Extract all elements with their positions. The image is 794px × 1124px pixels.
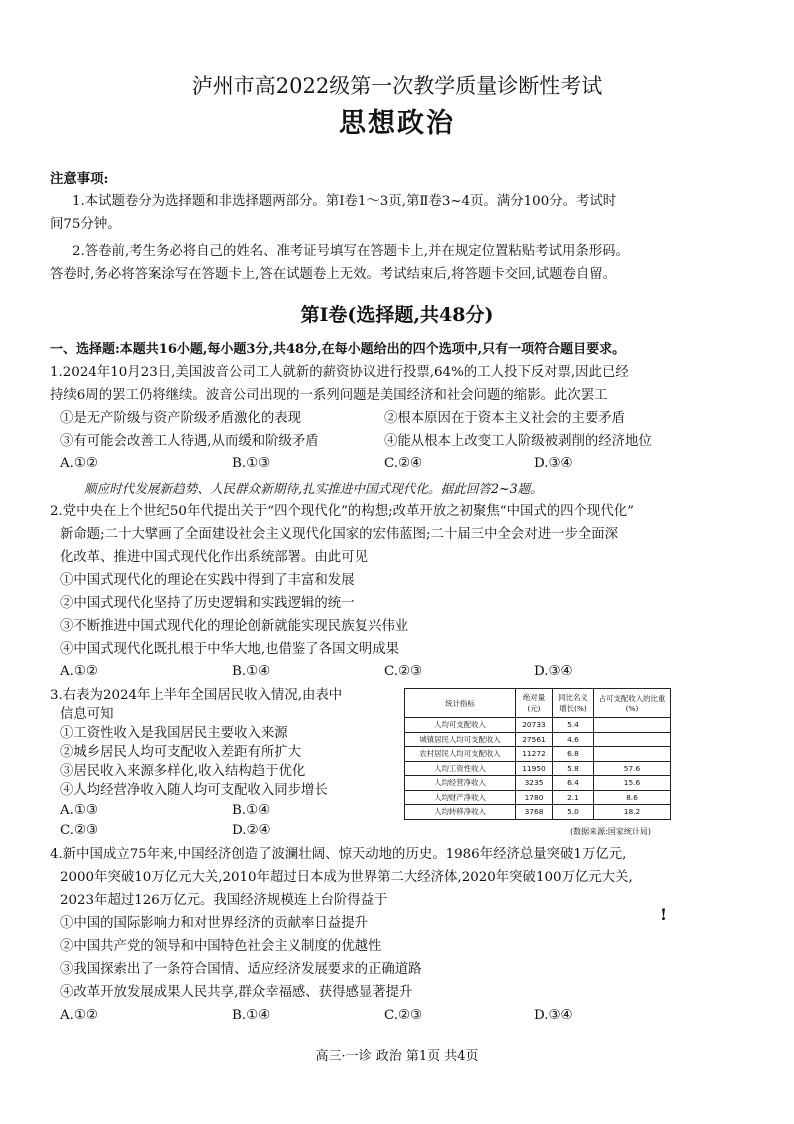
question-2-item: ④中国式现代化既扎根于中华大地,也借鉴了各国文明成果: [60, 642, 400, 657]
question-2-stem: 化改革、推进中国式现代化作出系统部署。由此可见: [60, 550, 368, 565]
question-3-item: ④人均经营净收入随人均可支配收入同步增长: [60, 783, 328, 798]
table-cell: [594, 718, 671, 733]
subject-title: 思想政治: [339, 108, 455, 139]
notice-line: 2.答卷前,考生务必将自己的姓名、准考证号填写在答题卡上,并在规定位置粘贴考试用条形码。: [72, 244, 629, 259]
question-4-item: ①中国的国际影响力和对世界经济的贡献率日益提升: [60, 916, 368, 931]
table-cell: 11272: [516, 747, 553, 762]
question-3-item: ①工资性收入是我国居民主要收入来源: [60, 726, 288, 741]
lead-2-3: 顺应时代发展新趋势、人民群众新期待,扎实推进中国式现代化。据此回答2~3题。: [84, 481, 543, 496]
question-3-option-d: D.②④: [232, 823, 271, 838]
table-row: [405, 761, 671, 776]
question-3-stem: 3.右表为2024年上半年全国居民收入情况,由表中: [50, 688, 343, 703]
table-row: [405, 805, 671, 820]
question-4-stem: 2023年超过126万亿元。我国经济规模连上台阶得益于: [60, 893, 388, 908]
question-1-option-a: A.①②: [60, 456, 98, 471]
table-cell: 人均可支配收入: [405, 718, 516, 733]
table-cell: 5.8: [553, 761, 594, 776]
question-2-stem: 2.党中央在上个世纪50年代提出关于“四个现代化”的构想;改革开放之初聚焦“中国式的四个现代化”: [50, 504, 634, 519]
question-1-option-b: B.①③: [232, 456, 271, 471]
table-cell: 5.0: [553, 805, 594, 820]
table-cell: 15.6: [594, 776, 671, 791]
question-2-option-d: D.③④: [534, 664, 573, 679]
question-1-item: ④能从根本上改变工人阶级被剥削的经济地位: [384, 434, 652, 449]
question-1-stem: 1.2024年10月23日,美国波音公司工人就新的薪资协议进行投票,64%的工人投下反对票,因此已经: [50, 365, 629, 380]
table-cell: 2.1: [553, 790, 594, 805]
income-table: [404, 688, 671, 820]
question-2-option-a: A.①②: [60, 664, 98, 679]
table-cell: 人均工资性收入: [405, 761, 516, 776]
table-header: 统计指标: [405, 689, 516, 718]
question-1-item: ①是无产阶级与资产阶级矛盾激化的表现: [60, 411, 302, 426]
table-cell: 6.4: [553, 776, 594, 791]
table-header: 绝对量(元): [516, 689, 553, 718]
table-cell: 农村居民人均可支配收入: [405, 747, 516, 762]
notice-line: 1.本试题卷分为选择题和非选择题两部分。第Ⅰ卷1～3页,第Ⅱ卷3~4页。满分100分。考试时: [72, 194, 617, 209]
question-4-option-a: A.①②: [60, 1008, 98, 1023]
question-1-stem: 持续6周的罢工仍将继续。波音公司出现的一系列问题是美国经济和社会问题的缩影。此次罢工: [50, 388, 608, 403]
question-2-item: ②中国式现代化坚持了历史逻辑和实践逻辑的统一: [60, 596, 355, 611]
question-3-option-b: B.①④: [232, 803, 271, 818]
question-1-option-c: C.②④: [384, 456, 423, 471]
table-cell: 人均经营净收入: [405, 776, 516, 791]
table-cell: 4.6: [553, 732, 594, 747]
question-3-stem: 信息可知: [60, 707, 114, 722]
question-2-option-b: B.①④: [232, 664, 271, 679]
question-4-option-d: D.③④: [534, 1008, 573, 1023]
table-cell: 1780: [516, 790, 553, 805]
table-cell: 11950: [516, 761, 553, 776]
question-2-stem: 新命题;二十大擘画了全面建设社会主义现代化国家的宏伟蓝图;二十届三中全会对进一步全面深: [60, 527, 619, 542]
table-cell: 城镇居民人均可支配收入: [405, 732, 516, 747]
question-4-item: ④改革开放发展成果人民共享,群众幸福感、获得感显著提升: [60, 985, 413, 1000]
table-cell: 3768: [516, 805, 553, 820]
question-4-option-c: C.②③: [384, 1008, 423, 1023]
question-2-item: ③不断推进中国式现代化的理论创新就能实现民族复兴伟业: [60, 619, 409, 634]
section-intro: 一、选择题:本题共16小题,每小题3分,共48分,在每小题给出的四个选项中,只有一项符合题目要求。: [50, 342, 626, 357]
table-cell: 27561: [516, 732, 553, 747]
table-cell: [594, 732, 671, 747]
table-source: (数据来源:国家统计局): [570, 827, 651, 836]
question-2-option-c: C.②③: [384, 664, 423, 679]
table-cell: 人均财产净收入: [405, 790, 516, 805]
question-3-option-c: C.②③: [60, 823, 99, 838]
question-4-stem: 4.新中国成立75年来,中国经济创造了波澜壮阔、惊天动地的历史。1986年经济总量突破1万亿元,: [50, 847, 627, 862]
question-4-stem: 2000年突破10万亿元大关,2010年超过日本成为世界第二大经济体,2020年突破100万亿元大关,: [60, 870, 633, 885]
table-cell: 57.6: [594, 761, 671, 776]
table-row: [405, 732, 671, 747]
exam-title: 泸州市高2022级第一次教学质量诊断性考试: [191, 74, 603, 98]
question-1-item: ③有可能会改善工人待遇,从而缓和阶级矛盾: [60, 434, 319, 449]
table-row: [405, 790, 671, 805]
question-1-item: ②根本原因在于资本主义社会的主要矛盾: [384, 411, 626, 426]
question-2-item: ①中国式现代化的理论在实践中得到了丰富和发展: [60, 573, 355, 588]
question-3-item: ③居民收入来源多样化,收入结构趋于优化: [60, 764, 306, 779]
table-header-row: [405, 689, 671, 718]
notice-line: 答卷时,务必将答案涂写在答题卡上,答在试题卷上无效。考试结束后,将答题卡交回,试题卷自留。: [50, 267, 617, 282]
question-1-option-d: D.③④: [534, 456, 573, 471]
question-3-option-a: A.①③: [60, 803, 98, 818]
table-header: 同比名义增长(%): [553, 689, 594, 718]
notice-heading: 注意事项:: [50, 171, 109, 187]
table-header: 占可支配收入的比重(%): [594, 689, 671, 718]
table-cell: 6.8: [553, 747, 594, 762]
section-title: 第Ⅰ卷(选择题,共48分): [300, 304, 494, 326]
table-cell: 8.6: [594, 790, 671, 805]
question-4-option-b: B.①④: [232, 1008, 271, 1023]
question-4-item: ③我国探索出了一条符合国情、适应经济发展要求的正确道路: [60, 962, 422, 977]
table-row: [405, 718, 671, 733]
table-cell: 人均转移净收入: [405, 805, 516, 820]
table-cell: 5.4: [553, 718, 594, 733]
table-cell: [594, 747, 671, 762]
table-cell: 18.2: [594, 805, 671, 820]
question-3-item: ②城乡居民人均可支配收入差距有所扩大: [60, 745, 302, 760]
question-4-item: ②中国共产党的领导和中国特色社会主义制度的优越性: [60, 939, 382, 954]
notice-line: 间75分钟。: [50, 217, 121, 232]
table-cell: 3235: [516, 776, 553, 791]
page-footer: 高三·一诊 政治 第1页 共4页: [315, 1049, 479, 1064]
table-row: [405, 776, 671, 791]
table-cell: 20733: [516, 718, 553, 733]
margin-mark: !: [660, 905, 668, 924]
table-row: [405, 747, 671, 762]
